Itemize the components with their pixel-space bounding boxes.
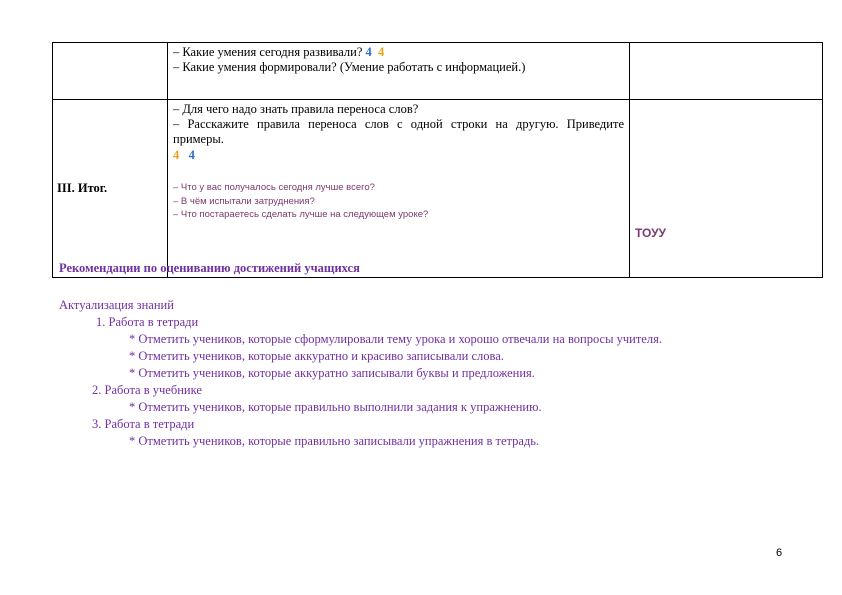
question-line — [173, 45, 624, 60]
sub-item: * Отметить учеников, которые правильно выполнили задания к упражнению. — [129, 400, 542, 414]
question-text: – Какие умения сегодня развивали? — [173, 45, 363, 59]
sub-item: * Отметить учеников, которые сформулировали тему урока и хорошо отвечали на вопросы учителя. — [129, 332, 662, 346]
rating-mark: 4 — [173, 148, 180, 162]
stage-cell: III. Итог. — [53, 100, 168, 278]
sub-item: * Отметить учеников, которые аккуратно и красиво записывали слова. — [129, 349, 504, 363]
lesson-plan-table — [52, 42, 823, 278]
method-cell — [630, 43, 823, 100]
reflection-question: – Что у вас получалось сегодня лучше всего? — [173, 182, 375, 193]
reflection-question: – В чём испытали затруднения? — [173, 195, 315, 207]
list-item: 3. Работа в тетради — [92, 417, 195, 431]
list-item: 1. Работа в тетради — [96, 315, 199, 329]
question-line: – Какие умения формировали? (Умение работать с информацией.) — [173, 60, 526, 74]
list-item: 2. Работа в учебнике — [92, 383, 202, 397]
section-heading: Актуализация знаний — [59, 298, 174, 312]
sub-item: * Отметить учеников, которые правильно записывали упражнения в тетрадь. — [129, 434, 540, 448]
page-number: 6 — [776, 547, 783, 559]
rating-mark: 4 — [188, 148, 195, 162]
recommendations-title: Рекомендации по оцениванию достижений учащихся — [59, 261, 360, 275]
reflection-question: – Что постараетесь сделать лучше на следующем уроке? — [173, 209, 429, 220]
sub-item: * Отметить учеников, которые аккуратно записывали буквы и предложения. — [129, 366, 535, 380]
rating-mark: 4 — [365, 45, 372, 59]
activity-cell — [168, 100, 630, 278]
stage-cell — [53, 43, 168, 100]
rating-marks — [173, 148, 624, 163]
activity-cell — [168, 43, 630, 100]
table-row — [53, 100, 823, 278]
question-line: – Расскажите правила переноса слов с одной строки на другую. Приведите примеры. — [173, 117, 624, 146]
rating-mark: 4 — [378, 45, 385, 59]
question-line: – Для чего надо знать правила переноса слов? — [173, 102, 419, 116]
recommendations-body — [59, 297, 662, 450]
method-cell: ТОУУ — [630, 100, 823, 278]
table-row — [53, 43, 823, 100]
